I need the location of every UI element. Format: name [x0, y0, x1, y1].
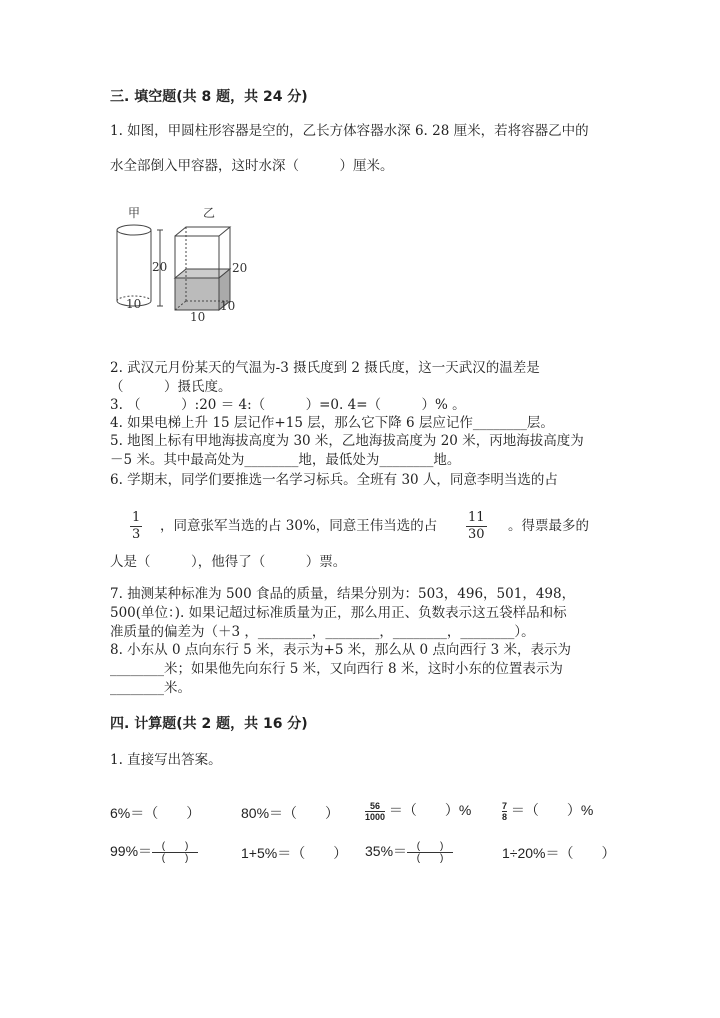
frac-num: 11 [468, 510, 485, 525]
q2-line2: （ ）摄氏度。 [110, 379, 232, 395]
q8-line3: ________米。 [110, 680, 191, 696]
frac-den: 3 [132, 527, 141, 542]
frac-den: ( ) [416, 853, 444, 864]
calc-4-rest: ＝（ ）% [510, 802, 594, 819]
frac-den: ( ) [161, 853, 189, 864]
q6-line3: 人是（ ），他得了（ ）票。 [110, 554, 347, 570]
section-3-title: 三. 填空题(共 8 题，共 24 分) [110, 89, 308, 105]
calc-4 [502, 801, 593, 822]
q4: 4. 如果电梯上升 15 层记作+15 层，那么它下降 6 层应记作________层。 [110, 415, 554, 431]
fraction-one-third [130, 510, 142, 543]
q8-line1: 8. 小东从 0 点向东行 5 米，表示为+5 米，那么从 0 点向西行 3 米，表示为 [110, 642, 572, 658]
frac-num: 56 [365, 801, 385, 812]
a-diameter: 10 [126, 297, 142, 311]
frac-den: 30 [468, 527, 485, 542]
calc-3 [365, 801, 471, 822]
frac-den: 8 [502, 812, 508, 822]
q7-line1: 7. 抽测某种标准为 500 食品的质量，结果分别为：503，496，501，498， [110, 586, 576, 602]
q7-line2: 500(单位：). 如果记超过标准质量为正，那么用正、负数表示这五袋样品和标 [110, 605, 567, 621]
q8-line2: ________米；如果他先向东行 5 米，又向西行 8 米，这时小东的位置表示为 [110, 661, 563, 677]
label-a: 甲 [128, 206, 141, 220]
calc-1: 6%＝（ ） [110, 805, 201, 821]
q5-line1: 5. 地图上标有甲地海拔高度为 30 米，乙地海拔高度为 20 米，丙地海拔高度为 [110, 433, 584, 449]
frac-num: ( ) [407, 841, 453, 853]
calc-2: 80%＝（ ） [241, 805, 340, 821]
q3: 3. （ ）:20 ＝ 4:（ ）=0. 4=（ ）% 。 [110, 397, 466, 413]
q1-line1: 1. 如图，甲圆柱形容器是空的，乙长方体容器水深 6. 28 厘米，若将容器乙中的 [110, 123, 589, 139]
calc-7 [365, 841, 453, 864]
q6-line1: 6. 学期末，同学们要推选一名学习标兵。全班有 30 人，同意李明当选的占 [110, 472, 558, 488]
frac-den: 1000 [365, 812, 386, 822]
q6-tail: 。得票最多的 [508, 518, 589, 534]
calc-8: 1÷20%＝（ ） [502, 845, 616, 861]
q6-mid: ，同意张军当选的占 30%，同意王伟当选的占 [160, 518, 438, 534]
section-4-title: 四. 计算题(共 2 题，共 16 分) [110, 716, 308, 732]
calc-5-lhs: 99%＝ [110, 843, 153, 860]
label-b: 乙 [203, 206, 216, 220]
q1-line2: 水全部倒入甲容器，这时水深（ ）厘米。 [110, 158, 394, 174]
frac-num: 7 [502, 801, 508, 811]
frac-num: ( ) [152, 841, 198, 853]
a-height: 20 [152, 260, 168, 274]
q2-line1: 2. 武汉元月份某天的气温为-3 摄氏度到 2 摄氏度，这一天武汉的温差是 [110, 360, 540, 376]
container-figure [108, 203, 253, 325]
calc-5 [110, 841, 198, 864]
calc-6: 1+5%＝（ ） [241, 845, 348, 861]
q5-line2: －5 米。其中最高处为________地，最低处为________地。 [110, 452, 461, 468]
calc-7-lhs: 35%＝ [365, 843, 408, 860]
calc-3-rest: ＝（ ）% [388, 802, 472, 819]
frac-num: 1 [132, 510, 141, 525]
b-width: 10 [190, 310, 206, 324]
b-height: 20 [232, 261, 248, 275]
fraction-eleven-thirtieths [466, 510, 487, 543]
s4-q1: 1. 直接写出答案。 [110, 752, 222, 768]
q7-line3: 准质量的偏差为（＋3 ，________，________，________，________）。 [110, 624, 535, 640]
b-depth: 10 [220, 299, 236, 313]
